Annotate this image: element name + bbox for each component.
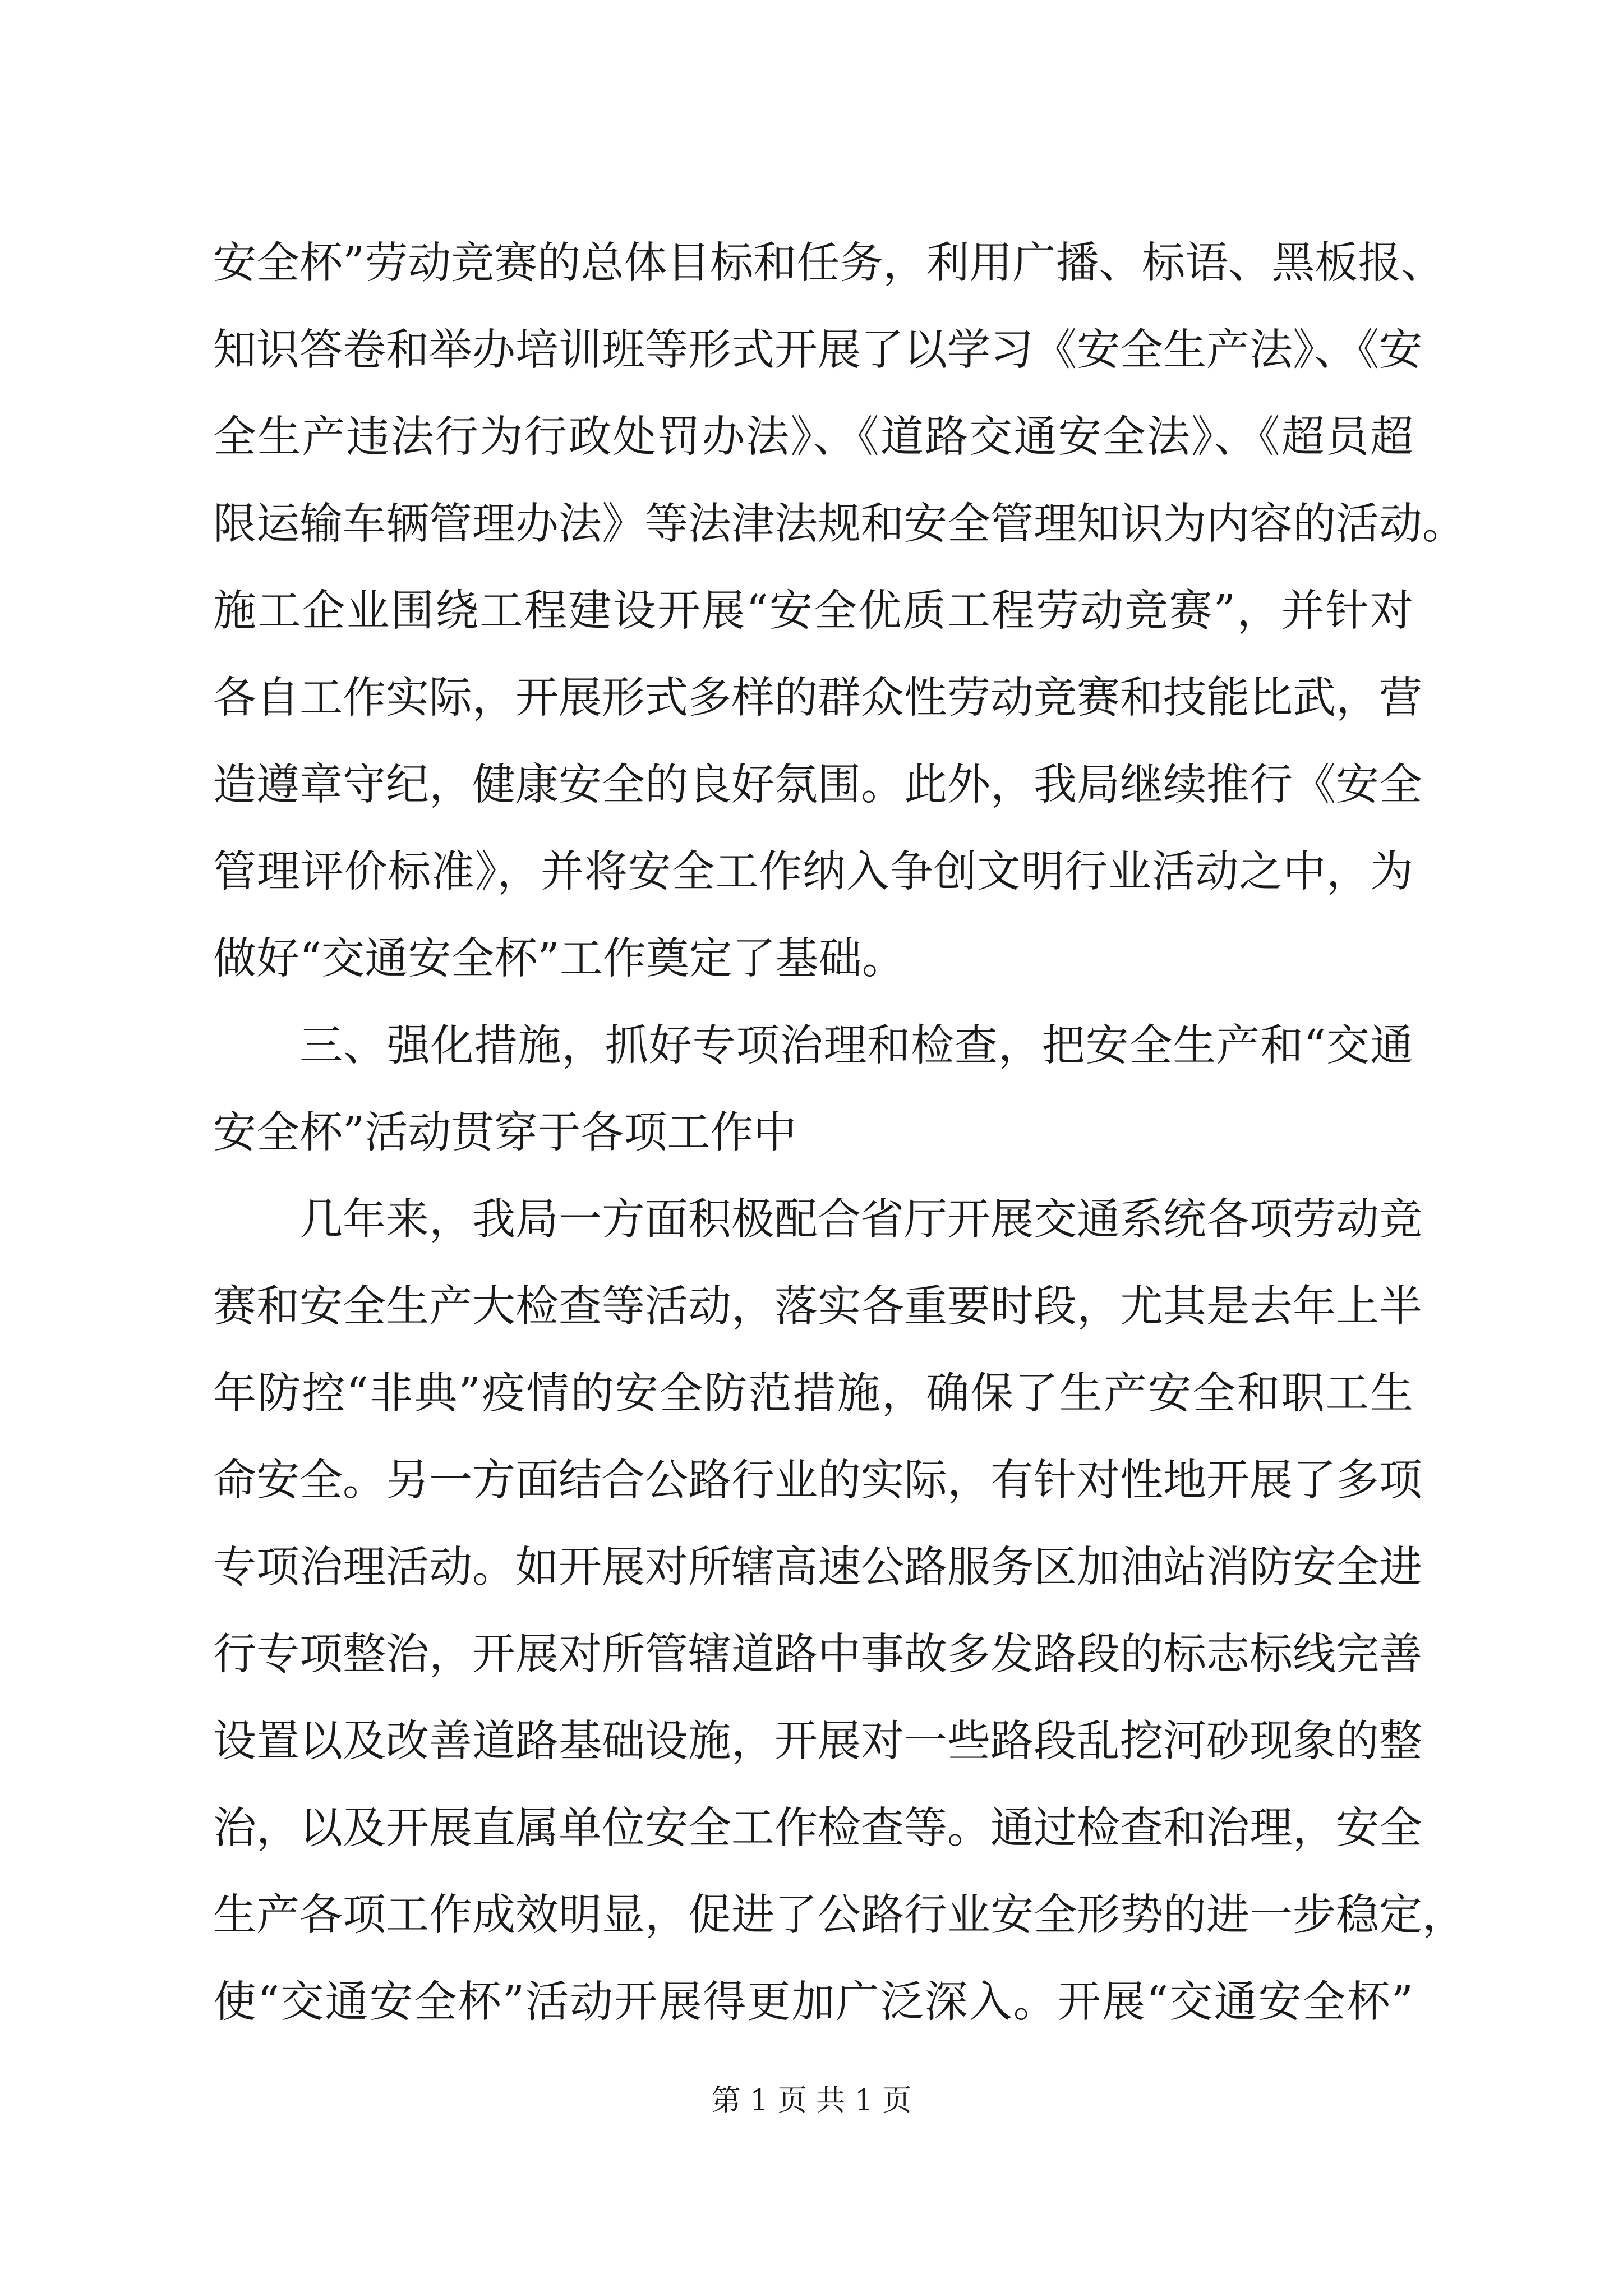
- text-line: 知识答卷和举办培训班等形式开展了以学习《安全生产法》、《安: [213, 325, 1422, 375]
- text-line: 治，以及开展直属单位安全工作检查等。通过检查和治理，安全: [213, 1803, 1422, 1853]
- text-line: 生产各项工作成效明显，促进了公路行业安全形势的进一步稳定，: [213, 1890, 1465, 1940]
- text-line: 使“交通安全杯”活动开展得更加广泛深入。开展“交通安全杯”: [213, 1977, 1413, 2027]
- text-line: 命安全。另一方面结合公路行业的实际，有针对性地开展了多项: [213, 1456, 1422, 1506]
- text-line: 做好“交通安全杯”工作奠定了基础。: [213, 934, 905, 984]
- page-number: 第 1 页 共 1 页: [711, 2084, 912, 2118]
- section-heading-line: 三、强化措施，抓好专项治理和检查，把安全生产和“交通: [299, 1021, 1413, 1071]
- text-line: 专项治理活动。如开展对所辖高速公路服务区加油站消防安全进: [213, 1543, 1422, 1593]
- text-line: 施工企业围绕工程建设开展“安全优质工程劳动竞赛”，并针对: [213, 586, 1413, 636]
- text-line: 行专项整治，开展对所管辖道路中事故多发路段的标志标线完善: [213, 1630, 1422, 1680]
- text-line: 各自工作实际，开展形式多样的群众性劳动竞赛和技能比武，营: [213, 673, 1422, 723]
- text-line: 造遵章守纪，健康安全的良好氛围。此外，我局继续推行《安全: [213, 760, 1422, 810]
- text-line: 年防控“非典”疫情的安全防范措施，确保了生产安全和职工生: [213, 1369, 1413, 1419]
- text-line: 几年来，我局一方面积极配合省厅开展交通系统各项劳动竞: [299, 1195, 1422, 1245]
- section-heading-line: 安全杯”活动贯穿于各项工作中: [213, 1108, 797, 1158]
- document-body: [213, 220, 1465, 2046]
- text-line: 安全杯”劳动竞赛的总体目标和任务，利用广播、标语、黑板报、: [213, 238, 1445, 288]
- text-line: 限运输车辆管理办法》等法津法规和安全管理知识为内容的活动。: [213, 499, 1465, 549]
- text-line: 设置以及改善道路基础设施，开展对一些路段乱挖河砂现象的整: [213, 1717, 1422, 1766]
- text-line: 赛和安全生产大检查等活动，落实各重要时段，尤其是去年上半: [213, 1282, 1422, 1332]
- text-line: 管理评价标准》，并将安全工作纳入争创文明行业活动之中，为: [213, 847, 1413, 897]
- page-footer: [0, 2078, 1623, 2123]
- text-line: 全生产违法行为行政处罚办法》、《道路交通安全法》、《超员超: [213, 412, 1413, 462]
